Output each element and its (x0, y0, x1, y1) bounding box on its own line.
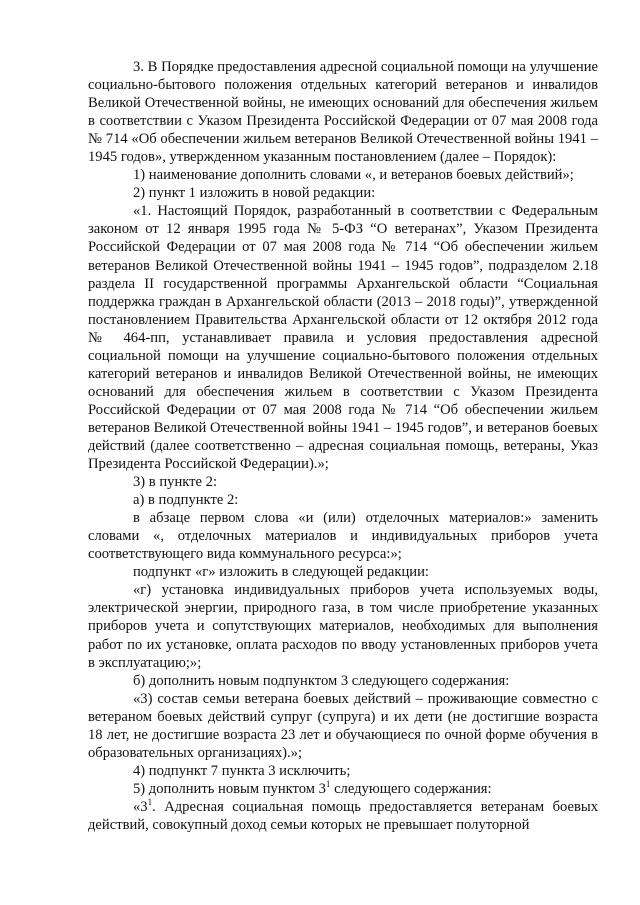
paragraph-item-2 (88, 184, 598, 202)
paragraph-text: б) дополнить новым подпунктом 3 следующего содержания: (133, 672, 510, 689)
paragraph-text: . Адресная социальная помощь предоставляется ветеранам боевых действий, совокупный доход семьи которых не превышает полуторной (88, 798, 598, 833)
paragraph-text: «3 (133, 798, 148, 815)
paragraph-text: следующего содержания: (330, 780, 492, 797)
paragraph-item-3a (88, 491, 598, 509)
paragraph-text: 1) наименование дополнить словами «, и ветеранов боевых действий»; (133, 167, 574, 184)
superscript: 1 (147, 796, 153, 807)
paragraph-text: 3) в пункте 2: (133, 474, 218, 491)
paragraph-text: подпункт «г» изложить в следующей редакции: (133, 564, 429, 581)
paragraph-text: 3. В Порядке предоставления адресной социальной помощи на улучшение социально-бытового положения отдельных категорий ветеранов и инвалидов Великой Отечественной войны, не имеющих оснований для обеспечения жильем в соответствии с Указом Президента Российской Федерации от 07 мая 2008 года № 714 «Об обеспечении жильем ветеранов Великой Отечественной войны 1941 – 1945 годов», утвержденном указанным постановлением (далее – Порядок): (88, 59, 598, 166)
paragraph-text: 2) пункт 1 изложить в новой редакции: (133, 185, 376, 202)
paragraph-item-3b (88, 672, 598, 690)
paragraph-subpoint-g (88, 581, 598, 671)
paragraph-p3-intro (88, 58, 598, 166)
paragraph-text: в абзаце первом слова «и (или) отделочных материалов:» заменить словами «, отделочных материалов и индивидуальных приборов учета соответствующего вида коммунального ресурса:»; (88, 510, 598, 563)
paragraph-text: 4) подпункт 7 пункта 3 исключить; (133, 762, 351, 779)
paragraph-item-4 (88, 762, 598, 780)
paragraph-text: «3) состав семьи ветерана боевых действий – проживающие совместно с ветераном боевых действий супруг (супруга) и их дети (не достигшие возраста 18 лет, не достигшие возраста 23 лет и обучающиеся по очной форме обучения в образовательных организациях).»; (88, 690, 598, 761)
paragraph-subpoint-3 (88, 690, 598, 762)
paragraph-new-point-1 (88, 202, 598, 473)
document-page (88, 58, 598, 834)
paragraph-text: а) в подпункте 2: (133, 492, 239, 509)
paragraph-subpoint-g-intro (88, 563, 598, 581)
superscript: 1 (325, 778, 331, 789)
paragraph-text: «1. Настоящий Порядок, разработанный в соответствии с Федеральным законом от 12 января 1995 года № 5-ФЗ “О ветеранах”, Указом Президента Российской Федерации от 07 мая 2008 года № 714 “Об обеспечении жильем ветеранов Великой Отечественной войны 1941 – 1945 годов”, подразделом 2.18 раздела II государственной программы Архангельской области “Социальная поддержка граждан в Архангельской области (2013 – 2018 годы)”, утвержденной постановлением Правительства Архангельской области от 12 октября 2012 года № 464-пп, устанавливает правила и условия предоставления адресной социальной помощи на улучшение социально-бытового положения отдельных категорий ветеранов и инвалидов Великой Отечественной войны, не имеющих оснований для обеспечения жильем в соответствии с Указом Президента Российской Федерации от 07 мая 2008 года № 714 “Об обеспечении жильем ветеранов Великой Отечественной войны 1941 – 1945 годов”, и ветеранов боевых действий (далее соответственно – адресная социальная помощь, ветераны, Указ Президента Российской Федерации).»; (88, 203, 598, 473)
paragraph-text: «г) установка индивидуальных приборов учета используемых воды, электрической энергии, природного газа, в том числе приобретение указанных приборов учета и сопутствующих материалов, необходимых для выполнения работ по их установке, оплата расходов по вводу установленных приборов учета в эксплуатацию;»; (88, 582, 598, 671)
paragraph-text: 5) дополнить новым пунктом 3 (133, 780, 326, 797)
paragraph-item-1 (88, 166, 598, 184)
paragraph-item-5 (88, 780, 598, 798)
paragraph-new-point-3-1 (88, 798, 598, 834)
paragraph-item-3 (88, 473, 598, 491)
paragraph-replace-words (88, 509, 598, 563)
